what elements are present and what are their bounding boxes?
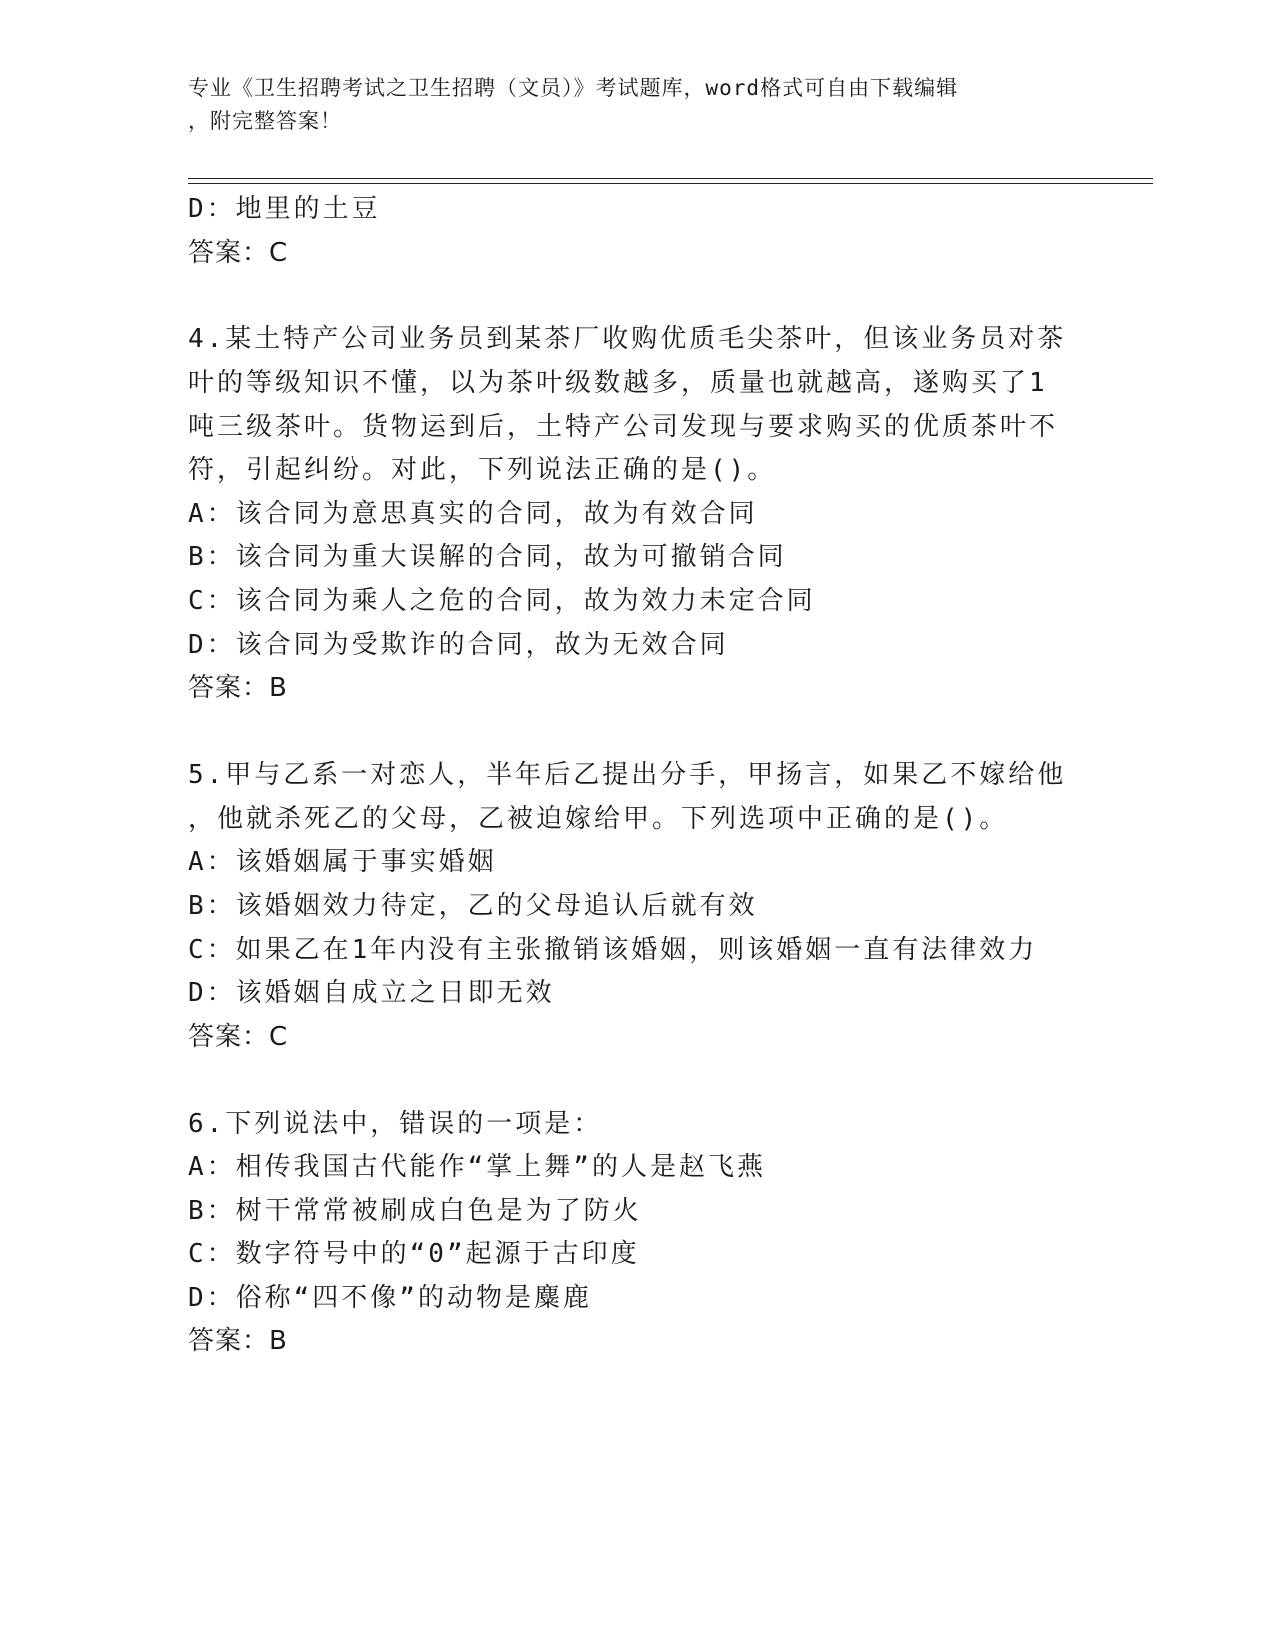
q6-stem-line-1: 6.下列说法中，错误的一项是： xyxy=(188,1109,603,1139)
header-divider-top xyxy=(188,178,1153,179)
q5-answer: 答案：C xyxy=(188,1022,289,1052)
q4-option-c: C：该合同为乘人之危的合同，故为效力未定合同 xyxy=(188,586,816,616)
q6-option-c: C：数字符号中的“0”起源于古印度 xyxy=(188,1239,640,1269)
q4-stem-line-3: 吨三级茶叶。货物运到后，土特产公司发现与要求购买的优质茶叶不 xyxy=(188,412,1059,442)
document-header xyxy=(188,72,1068,138)
q6-option-a: A：相传我国古代能作“掌上舞”的人是赵飞燕 xyxy=(188,1152,766,1182)
q5-option-c: C：如果乙在1年内没有主张撤销该婚姻，则该婚姻一直有法律效力 xyxy=(188,935,1038,965)
q6-option-d: D：俗称“四不像”的动物是麋鹿 xyxy=(188,1283,592,1313)
q4-option-b: B：该合同为重大误解的合同，故为可撤销合同 xyxy=(188,542,787,572)
q4-stem-line-1: 4.某土特产公司业务员到某茶厂收购优质毛尖茶叶，但该业务员对茶 xyxy=(188,324,1067,354)
q4-answer: 答案：B xyxy=(188,673,288,703)
q5-option-b: B：该婚姻效力待定，乙的父母追认后就有效 xyxy=(188,891,758,921)
q5-stem-line-1: 5.甲与乙系一对恋人，半年后乙提出分手，甲扬言，如果乙不嫁给他 xyxy=(188,760,1067,790)
q5-option-d: D：该婚姻自成立之日即无效 xyxy=(188,978,555,1008)
prev-answer: 答案：C xyxy=(188,238,289,268)
header-divider-bottom xyxy=(188,183,1153,184)
q5-stem-line-2: ，他就杀死乙的父母，乙被迫嫁给甲。下列选项中正确的是()。 xyxy=(188,804,1009,834)
q6-answer: 答案：B xyxy=(188,1326,288,1356)
q4-option-a: A：该合同为意思真实的合同，故为有效合同 xyxy=(188,499,758,529)
prev-option-d: D：地里的土豆 xyxy=(188,194,381,224)
q4-stem-line-2: 叶的等级知识不懂，以为茶叶级数越多，质量也就越高，遂购买了1 xyxy=(188,368,1048,398)
header-line-1: 专业《卫生招聘考试之卫生招聘（文员）》考试题库，word格式可自由下载编辑 xyxy=(188,76,959,100)
q6-option-b: B：树干常常被刷成白色是为了防火 xyxy=(188,1196,642,1226)
q4-option-d: D：该合同为受欺诈的合同，故为无效合同 xyxy=(188,630,729,660)
q5-option-a: A：该婚姻属于事实婚姻 xyxy=(188,847,497,877)
q4-stem-line-4: 符，引起纠纷。对此，下列说法正确的是()。 xyxy=(188,455,777,485)
header-line-2: ，附完整答案！ xyxy=(188,109,342,133)
